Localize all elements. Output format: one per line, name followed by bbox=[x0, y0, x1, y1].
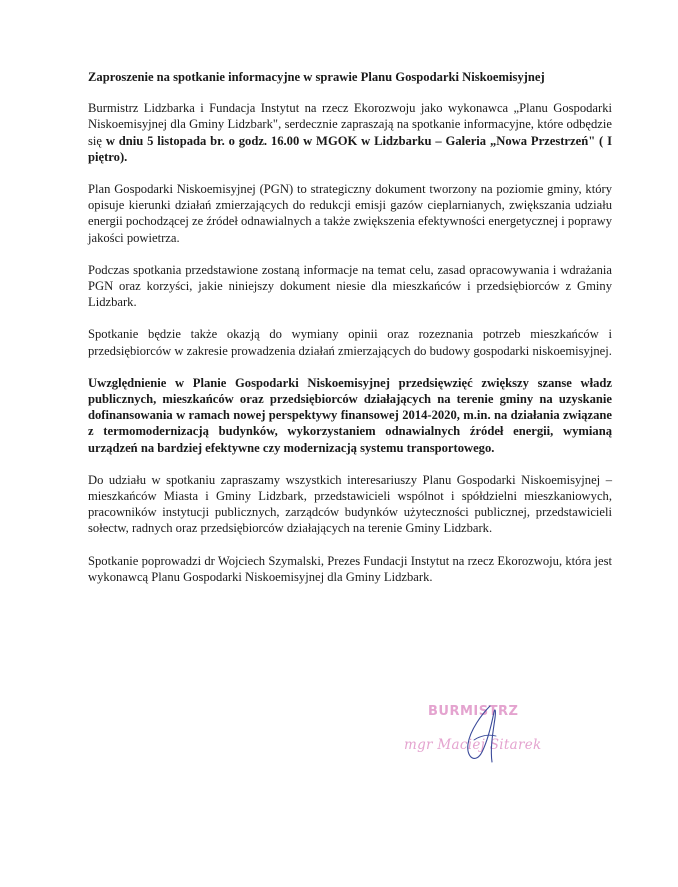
paragraph-invited-parties: Do udziału w spotkaniu zapraszamy wszystkich interesariuszy Planu Gospodarki Niskoemisyjnej – mieszkańców Miasta i Gminy Lidzbark, przedstawicieli wspólnot i spółdzielni mieszkaniowych, pracowników instytucji publicznych, zarządców budynków użyteczności publicznej, przedstawicieli sołectw, radnych oraz przedsiębiorców działających na terenie Gminy Lidzbark. bbox=[88, 472, 612, 536]
paragraph-invitation bbox=[88, 100, 612, 165]
stamp-name: mgr Maciej Sitarek bbox=[404, 737, 542, 753]
paragraph-funding-note: Uwzględnienie w Planie Gospodarki Niskoemisyjnej przedsięwzięć zwiększy szanse władz publicznych, mieszkańców oraz przedsiębiorców działających na terenie gminy na uzyskanie dofinansowania w ramach nowej perspektywy finansowej 2014-2020, m.in. na działania związane z termomodernizacją budynków, wykorzystaniem odnawialnych źródeł energii, wymianą urządzeń na bardziej efektywne czy modernizacją systemu transportowego. bbox=[88, 375, 612, 455]
paragraph-opinion-exchange: Spotkanie będzie także okazją do wymiany opinii oraz rozeznania potrzeb mieszkańców i przedsiębiorców w zakresie prowadzenia działań zmierzających do budowy gospodarki niskoemisyjnej. bbox=[88, 327, 612, 358]
paragraph-pgn-definition: Plan Gospodarki Niskoemisyjnej (PGN) to strategiczny dokument tworzony na poziomie gminy, który opisuje kierunki działań zmierzających do redukcji emisji gazów cieplarnianych, zwiększania udziału energii pochodzącej ze źródeł odnawialnych a także zwiększenia efektywności energetycznej i poprawy jakości powietrza. bbox=[88, 182, 612, 245]
invitation-document bbox=[88, 69, 612, 601]
paragraph-meeting-agenda: Podczas spotkania przedstawione zostaną informacje na temat celu, zasad opracowywania i wdrażania PGN oraz korzyści, jakie niniejszy dokument niesie dla mieszkańców i przedsiębiorców z Gminy Lidzbark. bbox=[88, 262, 612, 310]
mayor-stamp bbox=[398, 700, 548, 770]
document-title: Zaproszenie na spotkanie informacyjne w sprawie Planu Gospodarki Niskoemisyjnej bbox=[88, 70, 545, 84]
invitation-text: Burmistrz Lidzbarka i Fundacja Instytut na rzecz Ekorozwoju jako wykonawca „Planu Gospodarki Niskoemisyjnej dla Gminy Lidzbark", serdecznie zapraszają na spotkanie informacyjne, które odbędzie się bbox=[88, 101, 612, 148]
meeting-details: w dniu 5 listopada br. o godz. 16.00 w MGOK w Lidzbarku – Galeria „Nowa Przestrzeń" ( I piętro). bbox=[88, 133, 612, 164]
stamp-title: BURMISTRZ bbox=[428, 704, 519, 719]
paragraph-host: Spotkanie poprowadzi dr Wojciech Szymalski, Prezes Fundacji Instytut na rzecz Ekorozwoju, która jest wykonawcą Planu Gospodarki Niskoemisyjnej dla Gminy Lidzbark. bbox=[88, 553, 612, 584]
